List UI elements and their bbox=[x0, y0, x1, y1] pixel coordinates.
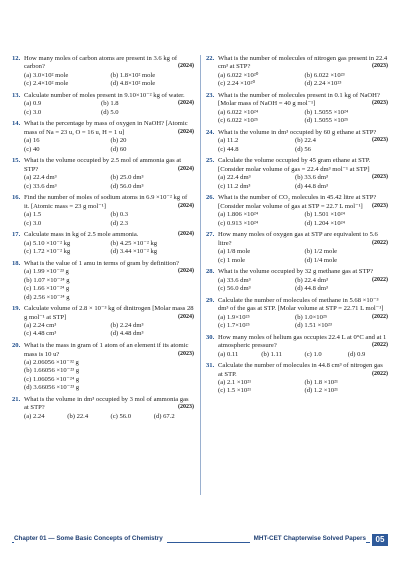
exam-year: (2024) bbox=[178, 63, 194, 70]
answer-option: (d) 3.66056 ×10⁻²³ g bbox=[24, 384, 80, 392]
answer-option: (c) 1.66 ×10⁻²⁴ g bbox=[24, 285, 70, 293]
answer-option: (b) 1.66056 ×10⁻²³ g bbox=[24, 367, 80, 375]
question-text-block bbox=[218, 194, 388, 211]
answer-options bbox=[24, 268, 175, 302]
answer-option: (a) 16 bbox=[24, 137, 40, 145]
question-text-block bbox=[218, 92, 388, 109]
question-number: 24. bbox=[206, 128, 215, 136]
question-number: 23. bbox=[206, 91, 215, 99]
exam-year: (2023) bbox=[372, 137, 388, 144]
page-footer bbox=[0, 535, 400, 553]
answer-options bbox=[218, 351, 388, 359]
question-body bbox=[24, 120, 194, 154]
question-body bbox=[218, 129, 388, 154]
exam-year: (2023) bbox=[372, 202, 388, 209]
question-number: 21. bbox=[12, 395, 21, 403]
question bbox=[12, 55, 194, 89]
footer-book-title: MHT-CET Chapterwise Solved Papers bbox=[250, 535, 366, 543]
question-body bbox=[218, 55, 388, 89]
question-text: Calculate the volume occupied by 45 gram ethane at STP. [Consider molar volume of gas = 22.4 dm³ mol⁻¹ at STP] bbox=[218, 157, 371, 173]
answer-option: (b) 1.07 ×10⁻²⁴ g bbox=[24, 276, 70, 284]
question bbox=[206, 297, 388, 331]
answer-options bbox=[218, 379, 388, 396]
answer-option: (d) 56 bbox=[295, 145, 311, 153]
answer-option: (c) 1 mole bbox=[218, 256, 246, 264]
question-body bbox=[24, 55, 194, 89]
answer-option: (c) 1.72 ×10⁻² kg bbox=[24, 248, 71, 256]
answer-option: (b) 25.0 dm³ bbox=[110, 174, 144, 182]
answer-option: (b) 2.24 dm³ bbox=[110, 322, 144, 329]
question-number: 20. bbox=[12, 342, 21, 350]
answer-options bbox=[218, 314, 369, 331]
question-text-block bbox=[24, 342, 194, 359]
question-body bbox=[218, 268, 388, 293]
answer-option: (b) 1.8 ×10²¹ bbox=[304, 379, 338, 386]
answer-option: (b) 22.4 dm³ bbox=[295, 276, 328, 284]
question-body bbox=[218, 231, 388, 265]
answer-options bbox=[218, 248, 388, 265]
answer-option: (a) 1.99 ×10⁻²³ g bbox=[24, 268, 69, 276]
question-number: 15. bbox=[12, 157, 21, 165]
answer-option: (d) 56.0 dm³ bbox=[110, 182, 144, 190]
answer-options bbox=[24, 137, 194, 154]
answer-option: (b) 6.022 ×10²³ bbox=[304, 71, 345, 79]
answer-options bbox=[218, 174, 369, 191]
question bbox=[206, 55, 388, 89]
answer-option: (b) 1.8×10² mole bbox=[110, 71, 156, 79]
exam-year: (2024) bbox=[178, 202, 194, 209]
exam-year: (2024) bbox=[178, 268, 194, 275]
answer-options bbox=[24, 240, 194, 257]
answer-option: (c) 1.5 ×10²¹ bbox=[218, 387, 252, 395]
answer-option: (d) 4.8×10² mole bbox=[110, 80, 156, 88]
answer-option: (b) 22.4 bbox=[67, 412, 89, 420]
exam-year: (2023) bbox=[372, 63, 388, 70]
answer-option: (a) 6.022 ×10²⁴ bbox=[218, 108, 259, 116]
question-body bbox=[24, 396, 194, 421]
left-column bbox=[12, 55, 194, 424]
question-body bbox=[218, 297, 388, 331]
exam-year: (2022) bbox=[372, 342, 388, 349]
question-number: 12. bbox=[12, 55, 21, 62]
answer-option: (b) 1.5055 ×10²⁴ bbox=[304, 108, 349, 116]
question-text: What is the volume occupied by 2.5 mol of ammonia gas at STP? bbox=[24, 157, 182, 173]
question bbox=[12, 342, 194, 393]
answer-option: (b) 22.4 bbox=[295, 137, 316, 145]
question-text-block bbox=[24, 157, 194, 174]
answer-option: (a) 2.24 cm³ bbox=[24, 322, 57, 329]
question bbox=[206, 194, 388, 228]
answer-option: (c) 56.0 bbox=[110, 412, 132, 420]
answer-option: (c) 56.0 dm³ bbox=[218, 285, 251, 293]
question-number: 25. bbox=[206, 157, 215, 165]
question-body bbox=[24, 305, 194, 339]
exam-year: (2022) bbox=[372, 276, 388, 283]
question bbox=[12, 157, 194, 191]
answer-options bbox=[24, 322, 194, 339]
answer-option: (a) 33.6 dm³ bbox=[218, 276, 251, 284]
answer-option: (d) 4.48 dm³ bbox=[110, 330, 144, 338]
question-body bbox=[218, 194, 388, 228]
answer-options bbox=[24, 100, 175, 117]
exam-year: (2024) bbox=[178, 231, 194, 238]
footer-chapter-title: Chapter 01 — Some Basic Concepts of Chemistry bbox=[14, 535, 167, 543]
question bbox=[206, 157, 388, 191]
question-text: Calculate volume of 2.8 × 10⁻³ kg of dinitrogen [Molar mass 28 g mol⁻¹ at STP] bbox=[24, 305, 194, 321]
question bbox=[206, 92, 388, 126]
answer-option: (d) 1.2 ×10²¹ bbox=[304, 387, 338, 395]
answer-option: (c) 1.7×10²⁵ bbox=[218, 322, 250, 329]
question-number: 13. bbox=[12, 91, 21, 99]
answer-option: (b) 0.3 bbox=[110, 211, 129, 219]
answer-option: (c) 3.0 bbox=[24, 219, 42, 227]
exam-year: (2023) bbox=[372, 100, 388, 107]
question-number: 31. bbox=[206, 362, 215, 370]
exam-year: (2024) bbox=[178, 313, 194, 320]
answer-option: (c) 33.6 dm³ bbox=[24, 182, 57, 190]
answer-option: (d) 44.8 dm³ bbox=[295, 182, 328, 190]
answer-option: (a) 0.9 bbox=[24, 100, 42, 108]
question-text: What is the percentage by mass of oxygen in NaOH? [Atomic mass of Na = 23 u, O = 16 u, H = 1 u] bbox=[24, 120, 188, 136]
question-body bbox=[24, 157, 194, 191]
question-body bbox=[24, 194, 194, 228]
answer-option: (a) 1.5 bbox=[24, 211, 42, 219]
question-text: What is the mass in gram of 1 atom of an element if its atomic mass is 10 u? bbox=[24, 342, 189, 358]
answer-option: (b) 20 bbox=[110, 137, 127, 145]
question bbox=[12, 194, 194, 228]
exam-year: (2022) bbox=[372, 239, 388, 246]
answer-option: (a) 1/8 mole bbox=[218, 248, 251, 256]
exam-year: (2024) bbox=[178, 100, 194, 107]
question-number: 26. bbox=[206, 194, 215, 202]
question-number: 28. bbox=[206, 268, 215, 276]
answer-option: (a) 1.9×10²⁵ bbox=[218, 313, 250, 321]
question-text-block bbox=[218, 334, 388, 351]
answer-option: (b) 1.8 bbox=[101, 100, 119, 108]
question-number: 18. bbox=[12, 259, 21, 267]
answer-option: (b) 1.501 ×10²⁴ bbox=[304, 211, 345, 219]
question-body bbox=[218, 92, 388, 126]
question-text-block bbox=[24, 120, 194, 137]
question-body bbox=[218, 334, 388, 359]
question bbox=[206, 362, 388, 396]
question-number: 16. bbox=[12, 194, 21, 202]
question-text: What is the volume occupied by 32 g methane gas at STP? bbox=[218, 268, 374, 276]
question bbox=[206, 129, 388, 154]
answer-option: (d) 1.5055 ×10²⁵ bbox=[304, 117, 349, 125]
answer-options bbox=[218, 137, 369, 154]
question-body bbox=[24, 92, 194, 117]
question bbox=[12, 120, 194, 154]
question-body bbox=[24, 231, 194, 256]
page-number: 05 bbox=[372, 534, 388, 546]
question-number: 17. bbox=[12, 231, 21, 239]
exam-year: (2022) bbox=[372, 370, 388, 377]
answer-option: (d) 2.3 bbox=[110, 219, 129, 227]
answer-option: (a) 3.0×10² mole bbox=[24, 71, 69, 79]
answer-option: (c) 44.8 bbox=[218, 145, 239, 153]
answer-option: (a) 11.2 bbox=[218, 137, 239, 145]
question-text-block bbox=[218, 231, 388, 248]
answer-option: (c) 4.48 cm³ bbox=[24, 330, 57, 338]
answer-options bbox=[218, 211, 388, 228]
right-column bbox=[206, 55, 388, 399]
question-text: How many moles of carbon atoms are present in 3.6 kg of carbon? bbox=[24, 55, 178, 71]
question-number: 30. bbox=[206, 333, 215, 341]
answer-option: (d) 44.8 dm³ bbox=[295, 285, 328, 293]
answer-option: (a) 22.4 dm³ bbox=[218, 174, 251, 182]
question bbox=[12, 305, 194, 339]
column-divider bbox=[200, 55, 201, 495]
answer-option: (c) 1.06056 ×10⁻²⁴ g bbox=[24, 375, 80, 383]
question-text-block bbox=[24, 305, 194, 322]
question-text: What is the volume in dm³ occupied by 3 mol of ammonia gas at STP? bbox=[24, 395, 189, 412]
question bbox=[206, 334, 388, 359]
question-text-block bbox=[24, 231, 194, 239]
answer-option: (a) 6.022 ×10²⁰ bbox=[218, 71, 259, 79]
answer-option: (b) 1.0×10²⁵ bbox=[295, 313, 328, 321]
question-text: What is the number of molecules present in 0.1 kg of NaOH? [Molar mass of NaOH = 40 g mol⁻¹] bbox=[218, 91, 380, 108]
answer-options bbox=[218, 72, 388, 89]
answer-option: (c) 2.24 ×10²⁰ bbox=[218, 80, 256, 88]
answer-options bbox=[24, 413, 194, 421]
question-text: What is the volume in dm³ occupied by 60 g ethane at STP? bbox=[218, 128, 377, 136]
answer-option: (b) 1/2 mole bbox=[304, 248, 338, 256]
question-text-block bbox=[218, 362, 388, 379]
answer-option: (a) 2.06056 ×10⁻³² g bbox=[24, 358, 79, 366]
answer-option: (c) 0.913 ×10²⁴ bbox=[218, 219, 259, 227]
answer-option: (b) 1.11 bbox=[261, 350, 282, 358]
exam-year: (2023) bbox=[178, 350, 194, 357]
question bbox=[12, 231, 194, 256]
answer-option: (b) 4.25 ×10⁻² kg bbox=[110, 239, 158, 247]
exam-year: (2024) bbox=[178, 165, 194, 172]
question-text: What is the number of molecules of nitrogen gas present in 22.4 cm³ at STP? bbox=[218, 55, 388, 71]
question-text: Calculate mass in kg of 2.5 mole ammonia. bbox=[24, 231, 139, 239]
answer-options bbox=[24, 211, 194, 228]
answer-option: (d) 1.204 ×10²⁴ bbox=[304, 219, 345, 227]
answer-option: (a) 22.4 dm³ bbox=[24, 174, 57, 182]
question-text: What is the value of 1 amu in terms of gram by definition? bbox=[24, 259, 179, 267]
question bbox=[12, 260, 194, 302]
answer-option: (c) 6.022 ×10²⁵ bbox=[218, 117, 259, 125]
question-text: How many moles of oxygen gas at STP are equivalent to 5.6 litre? bbox=[218, 231, 378, 247]
question bbox=[206, 268, 388, 293]
answer-option: (c) 11.2 dm³ bbox=[218, 182, 251, 190]
question-number: 27. bbox=[206, 231, 215, 239]
question bbox=[12, 92, 194, 117]
answer-option: (a) 5.10 ×10⁻² kg bbox=[24, 239, 71, 247]
question-text: Calculate the number of molecules of methane in 5.68 ×10⁻³ dm³ of the gas at STP. [Molar volume at STP = 22.71 L mol⁻¹] bbox=[218, 296, 384, 313]
answer-option: (c) 2.4×10² mole bbox=[24, 80, 69, 88]
question-text: Calculate number of moles present in 9.10×10⁻² kg of water. bbox=[24, 91, 185, 99]
answer-options bbox=[218, 109, 388, 126]
exam-year: (2023) bbox=[178, 404, 194, 411]
answer-option: (d) 1/4 mole bbox=[304, 256, 338, 264]
question-text-block bbox=[218, 55, 388, 72]
answer-option: (c) 40 bbox=[24, 145, 40, 153]
question-text: Calculate the number of molecules in 44.8 cm³ of nitrogen gas at STP. bbox=[218, 362, 383, 378]
answer-options bbox=[218, 277, 369, 294]
answer-options bbox=[24, 174, 194, 191]
answer-option: (c) 3.0 bbox=[24, 108, 42, 116]
answer-option: (a) 2.24 bbox=[24, 412, 45, 420]
question-text: Find the number of moles of sodium atoms in 6.9 ×10⁻² kg of it. [Atomic mass = 23 g mol⁻¹] bbox=[24, 194, 188, 210]
question-body bbox=[24, 260, 194, 302]
question-body bbox=[24, 342, 194, 393]
question-number: 22. bbox=[206, 55, 215, 62]
answer-option: (b) 33.6 dm³ bbox=[295, 174, 328, 182]
question-text: What is the number of CO₂ molecules in 45.42 litre at STP? [Consider molar volume of gas at STP = 22.7 L mol⁻¹] bbox=[218, 194, 377, 210]
answer-option: (d) 2.24 ×10²³ bbox=[304, 80, 342, 88]
exam-year: (2023) bbox=[372, 174, 388, 181]
question-text-block bbox=[24, 194, 194, 211]
answer-option: (d) 3.44 ×10⁻² kg bbox=[110, 248, 158, 256]
question-number: 19. bbox=[12, 305, 21, 313]
answer-option: (d) 60 bbox=[110, 145, 127, 153]
answer-option: (c) 1.0 bbox=[304, 350, 322, 358]
answer-options bbox=[24, 359, 194, 393]
question-text-block bbox=[24, 55, 194, 72]
question-text-block bbox=[24, 396, 194, 413]
question-body bbox=[218, 157, 388, 191]
answer-option: (d) 0.9 bbox=[347, 350, 366, 358]
question-number: 29. bbox=[206, 296, 215, 304]
answer-options bbox=[24, 72, 194, 89]
question-number: 14. bbox=[12, 120, 21, 128]
question-text: How many moles of helium gas occupies 22.4 L at 0°C and at 1 atmospheric pressure? bbox=[218, 333, 387, 350]
question bbox=[12, 396, 194, 421]
question-body bbox=[218, 362, 388, 396]
answer-option: (d) 1.51 ×10²³ bbox=[295, 322, 332, 329]
exam-year: (2024) bbox=[178, 128, 194, 135]
answer-option: (d) 2.56 ×10⁻²⁴ g bbox=[24, 293, 70, 301]
answer-option: (a) 0.11 bbox=[218, 350, 239, 358]
question bbox=[206, 231, 388, 265]
answer-option: (a) 1.806 ×10²⁴ bbox=[218, 211, 259, 219]
answer-option: (a) 2.1 ×10²¹ bbox=[218, 379, 252, 386]
answer-option: (d) 67.2 bbox=[153, 412, 175, 420]
answer-option: (d) 5.0 bbox=[101, 108, 119, 116]
exam-year: (2022) bbox=[372, 313, 388, 320]
